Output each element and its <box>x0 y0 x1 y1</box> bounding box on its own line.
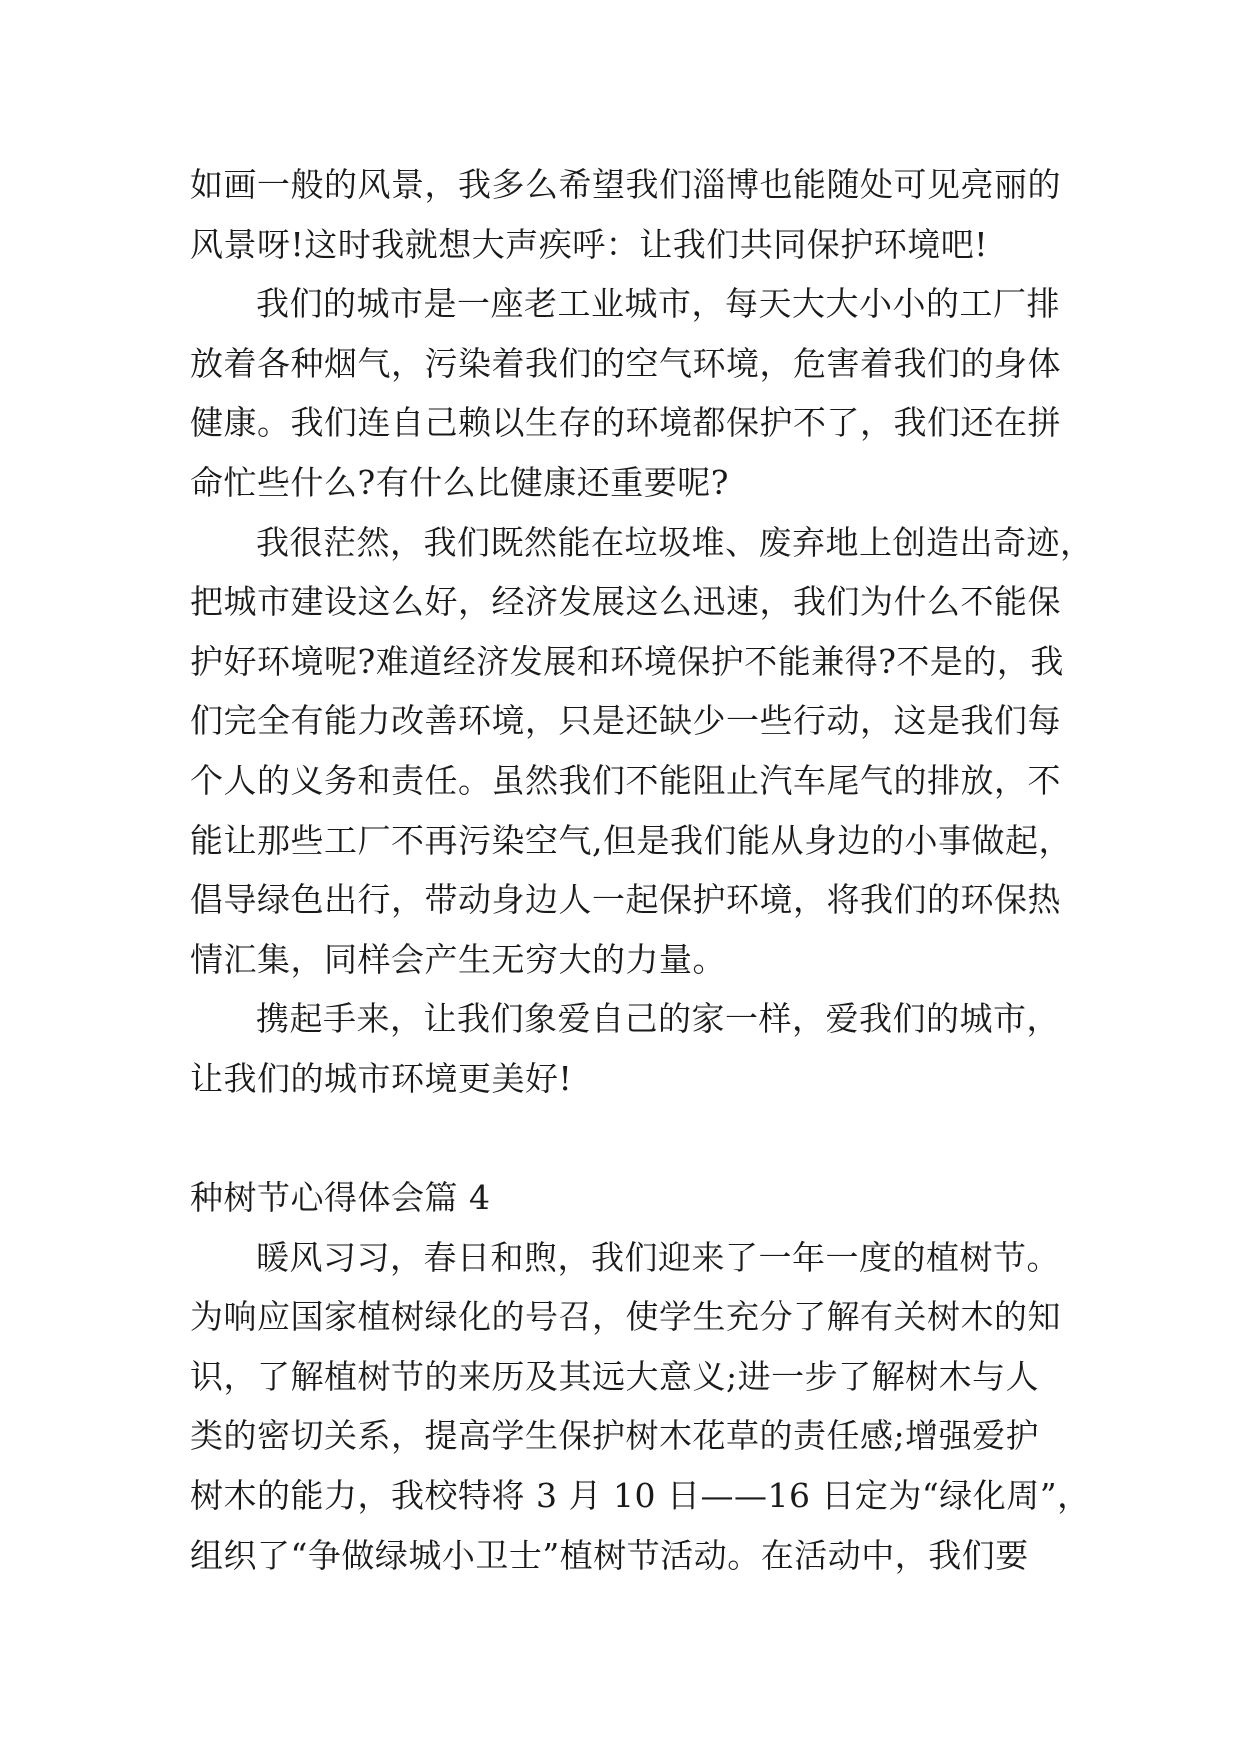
text-line: 类的密切关系，提高学生保护树木花草的责任感;增强爱护 <box>190 1416 1040 1456</box>
text-line: 们完全有能力改善环境，只是还缺少一些行动，这是我们每 <box>190 701 1061 741</box>
blank-line <box>190 1109 1050 1169</box>
section-heading: 种树节心得体会篇 4 <box>190 1178 491 1218</box>
text-line: 为响应国家植树绿化的号召，使学生充分了解有关树木的知 <box>190 1297 1061 1337</box>
text-line: 护好环境呢?难道经济发展和环境保护不能兼得?不是的，我 <box>190 641 1064 681</box>
text-line: 个人的义务和责任。虽然我们不能阻止汽车尾气的排放，不 <box>190 760 1061 800</box>
text-line: 情汇集，同样会产生无穷大的力量。 <box>190 939 726 979</box>
text-line: 组织了“争做绿城小卫士”植树节活动。在活动中，我们要 <box>190 1535 1029 1575</box>
document-body <box>190 155 1094 1585</box>
text-line: 树木的能力，我校特将 3 月 10 日——16 日定为“绿化周”， <box>190 1476 1091 1516</box>
text-line: 能让那些工厂不再污染空气,但是我们能从身边的小事做起， <box>190 820 1072 860</box>
text-line: 我很茫然，我们既然能在垃圾堆、废弃地上创造出奇迹， <box>256 522 1094 562</box>
section-paragraph <box>190 1228 1091 1586</box>
paragraph-1 <box>190 155 1061 274</box>
text-line: 风景呀!这时我就想大声疾呼：让我们共同保护环境吧! <box>190 224 989 264</box>
text-line: 倡导绿色出行，带动身边人一起保护环境，将我们的环保热 <box>190 880 1061 920</box>
paragraph-2 <box>190 274 1061 512</box>
text-line: 让我们的城市环境更美好! <box>190 1058 573 1098</box>
text-line: 放着各种烟气，污染着我们的空气环境，危害着我们的身体 <box>190 343 1061 383</box>
text-line: 暖风习习，春日和煦，我们迎来了一年一度的植树节。 <box>256 1237 1060 1277</box>
text-line: 携起手来，让我们象爱自己的家一样，爱我们的城市， <box>256 999 1060 1039</box>
text-line: 识，了解植树节的来历及其远大意义;进一步了解树木与人 <box>190 1356 1040 1396</box>
text-line: 如画一般的风景，我多么希望我们淄博也能随处可见亮丽的 <box>190 165 1061 204</box>
text-line: 健康。我们连自己赖以生存的环境都保护不了，我们还在拼 <box>190 403 1061 443</box>
paragraph-4 <box>190 989 1060 1108</box>
text-line: 我们的城市是一座老工业城市，每天大大小小的工厂排 <box>256 284 1060 324</box>
paragraph-3 <box>190 513 1094 990</box>
text-line: 命忙些什么?有什么比健康还重要呢? <box>190 462 729 502</box>
text-line: 把城市建设这么好，经济发展这么迅速，我们为什么不能保 <box>190 582 1061 622</box>
